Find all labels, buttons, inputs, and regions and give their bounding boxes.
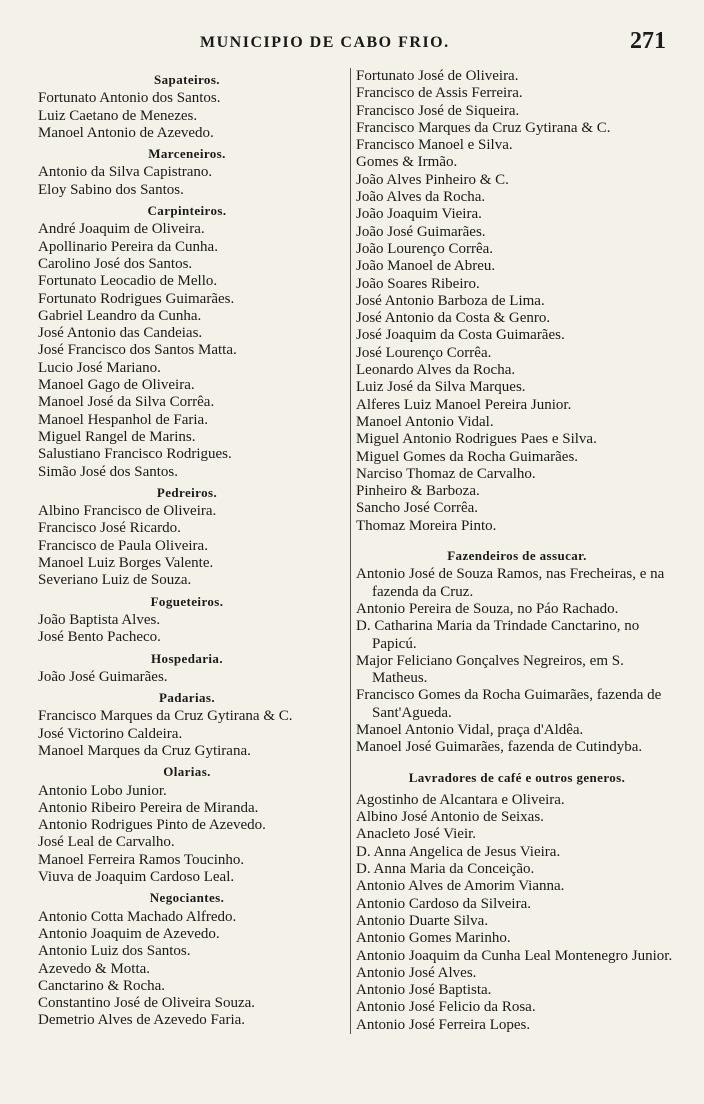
list-item: Constantino José de Oliveira Souza. <box>38 995 256 1012</box>
list-item: Luiz José da Silva Marques. <box>356 379 526 396</box>
list-item: Antonio José Baptista. <box>356 982 492 999</box>
list-item: Severiano Luiz de Souza. <box>38 572 192 589</box>
list-item: Manoel José da Silva Corrêa. <box>38 394 215 411</box>
list-item: Manoel Antonio Vidal, praça d'Aldêa. <box>356 721 584 738</box>
list-item: Fortunato Rodrigues Guimarães. <box>38 290 235 307</box>
list-item: Antonio José de Souza Ramos, nas Frecheiras, e na fazenda da Cruz. <box>356 566 665 600</box>
list-item: Lucio José Mariano. <box>38 359 161 376</box>
list-item: Albino José Antonio de Seixas. <box>356 809 544 826</box>
list-item: José Victorino Caldeira. <box>38 725 183 742</box>
list-item: Manoel Gago de Oliveira. <box>38 377 195 394</box>
list-item: João Joaquim Vieira. <box>356 206 482 223</box>
list-item: D. Catharina Maria da Trindade Canctarino, no Papicú. <box>356 618 640 652</box>
list-item: André Joaquim de Oliveira. <box>38 221 205 238</box>
list-item: Antonio Cardoso da Silveira. <box>356 895 531 912</box>
list-item: Francisco de Assis Ferreira. <box>356 85 523 102</box>
list-item: Alferes Luiz Manoel Pereira Junior. <box>356 396 572 413</box>
list-item: Manoel Marques da Cruz Gytirana. <box>38 742 251 759</box>
list-item: Sancho José Corrêa. <box>356 500 479 517</box>
list-item: João Alves Pinheiro & C. <box>356 171 509 188</box>
list-item: Antonio Alves de Amorim Vianna. <box>356 878 565 895</box>
list-item: José Antonio Barboza de Lima. <box>356 292 545 309</box>
list-item: Leonardo Alves da Rocha. <box>356 362 516 379</box>
list-item: Salustiano Francisco Rodrigues. <box>38 446 232 463</box>
list-item: D. Anna Angelica de Jesus Vieira. <box>356 843 561 860</box>
list-item: Francisco José Ricardo. <box>38 520 181 537</box>
list-item: Eloy Sabino dos Santos. <box>38 181 184 198</box>
list-item: Antonio Duarte Silva. <box>356 912 489 929</box>
list-item: Major Feliciano Gonçalves Negreiros, em S. Matheus. <box>356 652 624 687</box>
list-item: Gomes & Irmão. <box>356 154 458 171</box>
list-item: Manoel José Guimarães, fazenda de Cutindyba. <box>356 739 643 756</box>
list-item: Manoel Hespanhol de Faria. <box>38 411 208 428</box>
list-item: Miguel Gomes da Rocha Guimarães. <box>356 448 579 465</box>
list-item: Antonio Pereira de Souza, no Páo Rachado. <box>356 600 619 617</box>
list-item: Antonio Joaquim de Azevedo. <box>38 925 220 942</box>
list-item: José Bento Pacheco. <box>38 629 161 646</box>
list-item: Antonio José Ferreira Lopes. <box>356 1016 531 1033</box>
section-heading-pedreiros: Pedreiros. <box>156 484 218 500</box>
list-item: Manoel Antonio Vidal. <box>356 413 494 430</box>
list-item: Antonio Gomes Marinho. <box>356 930 511 947</box>
list-item: Francisco Marques da Cruz Gytirana & C. <box>356 119 611 136</box>
list-item: Antonio José Felicio da Rosa. <box>356 999 536 1016</box>
section-heading-hospedaria: Hospedaria. <box>151 650 223 666</box>
page-title: MUNICIPIO DE CABO FRIO. <box>200 34 450 51</box>
list-item: José Lourenço Corrêa. <box>356 344 492 361</box>
list-item: Antonio Luiz dos Santos. <box>38 943 191 960</box>
list-item: José Antonio da Costa & Genro. <box>356 310 551 327</box>
list-item: Luiz Caetano de Menezes. <box>38 107 198 124</box>
left-column <box>38 68 336 1030</box>
list-item: Manoel Ferreira Ramos Toucinho. <box>38 851 245 868</box>
list-item: Demetrio Alves de Azevedo Faria. <box>38 1012 246 1029</box>
list-item: Carolino José dos Santos. <box>38 255 193 272</box>
section-heading-fazendeiros: Fazendeiros de assucar. <box>447 548 587 564</box>
page-number: 271 <box>630 28 666 54</box>
list-item: Thomaz Moreira Pinto. <box>356 517 497 534</box>
list-item: Viuva de Joaquim Cardoso Leal. <box>38 869 235 886</box>
list-item: Fortunato Antonio dos Santos. <box>38 90 221 107</box>
list-item: Antonio Rodrigues Pinto de Azevedo. <box>38 817 266 834</box>
list-item: José Joaquim da Costa Guimarães. <box>356 327 565 344</box>
list-item: Francisco José de Siqueira. <box>356 102 520 119</box>
list-item: Gabriel Leandro da Cunha. <box>38 307 202 324</box>
list-item: Canctarino & Rocha. <box>38 977 166 994</box>
list-item: Azevedo & Motta. <box>38 960 151 977</box>
list-item: José Leal de Carvalho. <box>38 834 175 851</box>
list-item: Fortunato José de Oliveira. <box>356 68 519 84</box>
list-item: José Francisco dos Santos Matta. <box>38 342 237 359</box>
list-item: Pinheiro & Barboza. <box>356 483 480 500</box>
list-item: Antonio Cotta Machado Alfredo. <box>38 908 237 925</box>
list-item: Narciso Thomaz de Carvalho. <box>356 465 536 482</box>
section-heading-fogueteiros: Fogueteiros. <box>150 593 224 609</box>
list-item: Antonio da Silva Capistrano. <box>38 164 213 181</box>
list-item: João José Guimarães. <box>38 668 168 685</box>
list-item: João Baptista Alves. <box>38 611 161 628</box>
list-item: Apollinario Pereira da Cunha. <box>38 238 218 255</box>
list-item: Antonio Ribeiro Pereira de Miranda. <box>38 799 259 816</box>
list-item: Antonio Joaquim da Cunha Leal Montenegro Junior. <box>356 947 673 964</box>
list-item: Agostinho de Alcantara e Oliveira. <box>356 791 565 808</box>
list-item: D. Anna Maria da Conceição. <box>356 861 535 878</box>
list-item: Manoel Luiz Borges Valente. <box>38 555 214 572</box>
list-item: Miguel Rangel de Marins. <box>38 428 196 445</box>
list-item: João Lourenço Corrêa. <box>356 240 494 257</box>
section-heading-lavradores: Lavradores de café e outros generos. <box>408 769 626 785</box>
list-item: Manoel Antonio de Azevedo. <box>38 124 214 141</box>
list-item: João Alves da Rocha. <box>356 189 486 206</box>
list-item: Francisco de Paula Oliveira. <box>38 537 208 554</box>
list-item: João Soares Ribeiro. <box>356 275 480 292</box>
right-column <box>350 68 678 1034</box>
list-item: João Manoel de Abreu. <box>356 258 496 275</box>
list-item: Francisco Marques da Cruz Gytirana & C. <box>38 708 293 725</box>
section-heading-padarias: Padarias. <box>159 690 215 706</box>
list-item: Francisco Manoel e Silva. <box>356 137 513 154</box>
list-item: Anacleto José Vieir. <box>356 826 477 843</box>
section-heading-carpinteiros: Carpinteiros. <box>147 203 227 219</box>
list-item: Simão José dos Santos. <box>38 463 179 480</box>
list-item: Miguel Antonio Rodrigues Paes e Silva. <box>356 431 597 448</box>
section-heading-sapateiros: Sapateiros. <box>154 72 220 87</box>
list-item: Albino Francisco de Oliveira. <box>38 503 217 520</box>
list-item: José Antonio das Candeias. <box>38 325 203 342</box>
list-item: Fortunato Leocadio de Mello. <box>38 273 218 290</box>
section-heading-negociantes: Negociantes. <box>149 890 225 906</box>
list-item: Antonio Lobo Junior. <box>38 782 167 799</box>
list-item: João José Guimarães. <box>356 223 486 240</box>
section-heading-olarias: Olarias. <box>163 764 211 780</box>
list-item: Antonio José Alves. <box>356 964 477 981</box>
list-item: Francisco Gomes da Rocha Guimarães, fazenda de Sant'Agueda. <box>356 687 662 721</box>
page-header <box>0 28 704 58</box>
section-heading-marceneiros: Marceneiros. <box>148 146 226 162</box>
